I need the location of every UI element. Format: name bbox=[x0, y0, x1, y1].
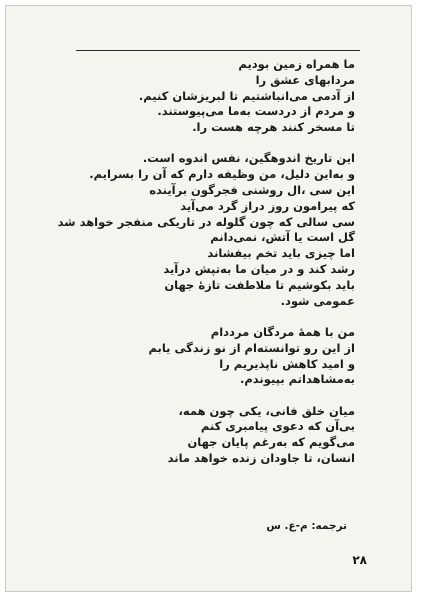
poem-line: به‌مشاهداتم بپیوندم. bbox=[239, 372, 355, 387]
stanza-3 bbox=[55, 325, 355, 388]
poem-line: بی‌آن که دعوی پیامبری کنم bbox=[200, 419, 355, 434]
poem-line: عمومی شود. bbox=[280, 293, 355, 308]
poem-line: می‌گویم که به‌رغم پایان جهان bbox=[187, 435, 355, 450]
poem-line: رشد کند و در میان ما به‌تپش درآید bbox=[163, 262, 355, 277]
book-page bbox=[5, 5, 412, 592]
poem bbox=[55, 57, 355, 467]
poem-line: من با همهٔ مردگان مرددام bbox=[210, 324, 355, 339]
poem-line: میان خلق فانی، یکی چون همه، bbox=[178, 403, 355, 418]
page-number: ۲۸ bbox=[352, 553, 367, 567]
stanza-4 bbox=[55, 404, 355, 467]
poem-line: این تاریخ اندوهگین، نفس اندوه است. bbox=[142, 151, 355, 166]
poem-line: و مردم از دردست به‌ما می‌پیوستند. bbox=[157, 104, 355, 119]
poem-line: باید بکوشیم تا ملاطفت تازهٔ جهان bbox=[164, 277, 355, 292]
poem-line: گل است یا آتش، نمی‌دانم bbox=[210, 230, 355, 245]
poem-line: این سی ،ال روشنی فجرگون برآینده bbox=[149, 183, 355, 198]
poem-line: اما چیزی باید تخم بیفشاند bbox=[207, 246, 355, 261]
poem-line: انسان، تا جاودان زنده خواهد ماند bbox=[167, 451, 355, 466]
stanza-2 bbox=[55, 151, 355, 309]
poem-line: از این رو توانسته‌ام از نو زندگی یابم bbox=[148, 340, 355, 355]
poem-line: مردابهای عشق را bbox=[255, 72, 355, 87]
top-rule bbox=[76, 50, 360, 51]
poem-line: ما همراه زمین بودیم bbox=[238, 57, 355, 71]
poem-line: و به‌این دلیل، من وظیفه دارم که آن را بسرایم. bbox=[89, 167, 355, 182]
stanza-1 bbox=[55, 57, 355, 136]
poem-line: و امید کاهش ناپذیریم را bbox=[219, 356, 355, 371]
poem-line: تا مسخر کنند هرچه هست را. bbox=[192, 120, 355, 135]
poem-line: از آدمی می‌انباشتیم تا لبریزشان کنیم. bbox=[138, 88, 355, 103]
translator-credit: ترجمه: م-ع. س bbox=[266, 520, 347, 532]
poem-line: سی سالی که چون گلوله در تاریکی منفجر خواهد شد bbox=[57, 214, 355, 229]
poem-line: که پیرامون روز دراز گرد می‌آید bbox=[180, 198, 355, 213]
